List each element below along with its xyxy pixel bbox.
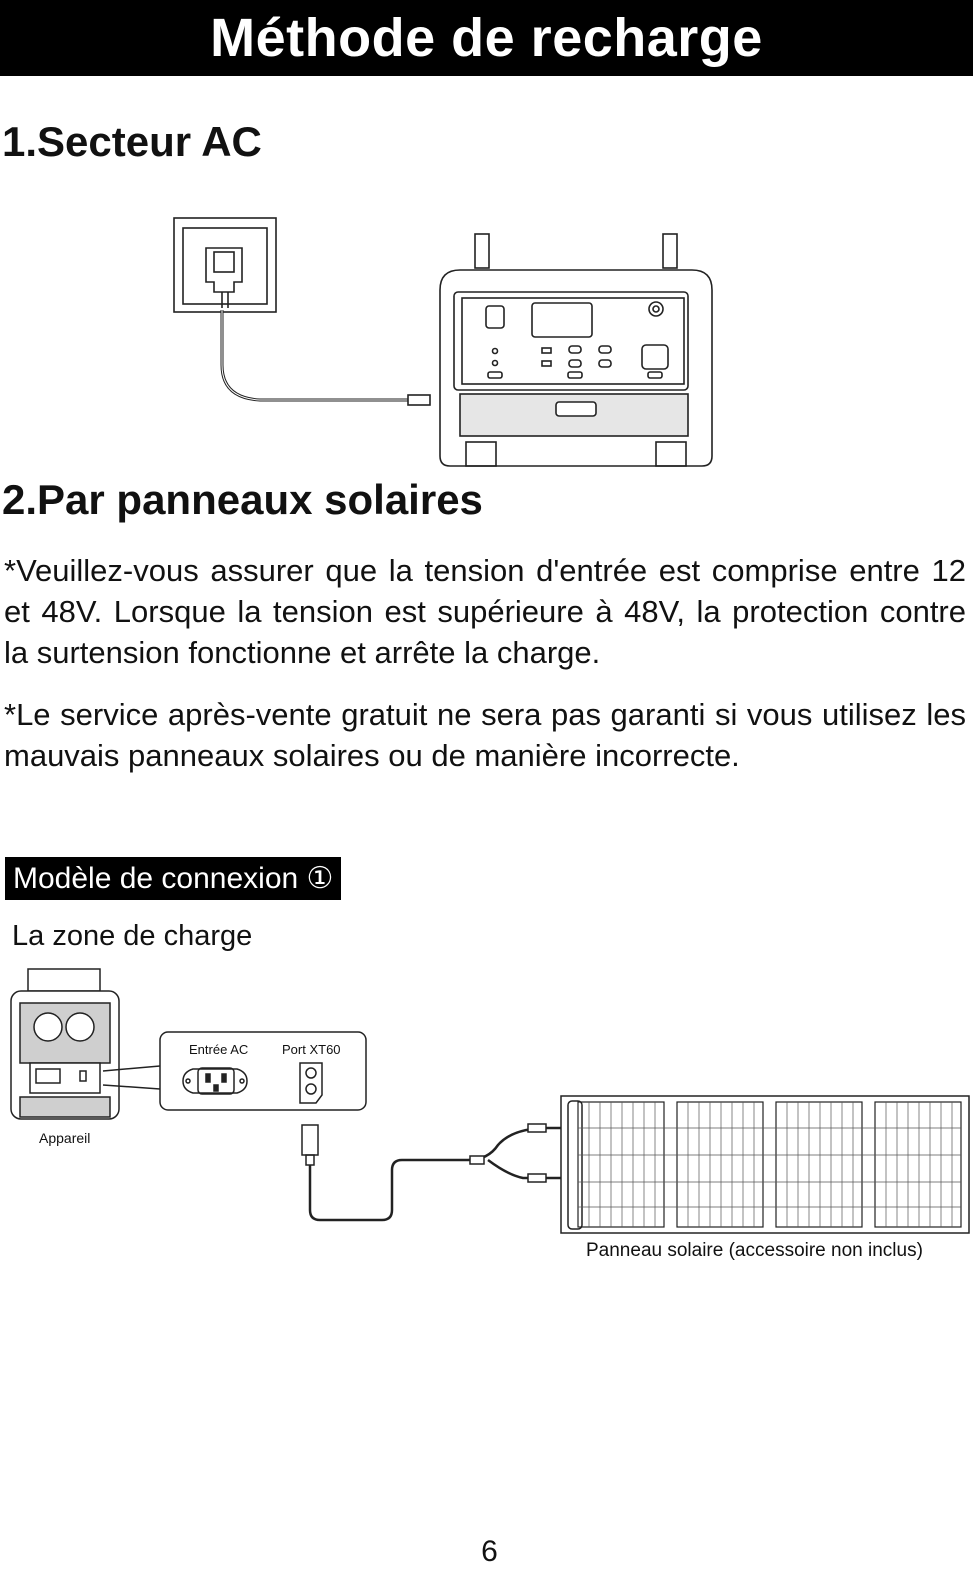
page-title: Méthode de recharge bbox=[210, 8, 763, 68]
connection-model-label: Modèle de connexion ① bbox=[5, 857, 341, 900]
power-station-icon bbox=[440, 234, 712, 466]
ac-cable bbox=[222, 310, 408, 400]
ac-charging-illustration bbox=[170, 210, 730, 472]
device-icon bbox=[11, 969, 119, 1119]
solar-connection-diagram bbox=[8, 965, 972, 1230]
ac-input-label: Entrée AC bbox=[189, 1042, 249, 1057]
section-title-solar: 2.Par panneaux solaires bbox=[2, 476, 483, 523]
solar-cable bbox=[310, 1128, 564, 1220]
wall-outlet-icon bbox=[174, 218, 276, 312]
page-number: 6 bbox=[481, 1535, 498, 1568]
title-bar bbox=[0, 0, 973, 76]
solar-panel-icon bbox=[561, 1096, 969, 1233]
xt60-port-label: Port XT60 bbox=[282, 1042, 341, 1057]
solar-panel-label: Panneau solaire (accessoire non inclus) bbox=[586, 1240, 923, 1261]
device-label: Appareil bbox=[39, 1130, 91, 1146]
section-title-ac: 1.Secteur AC bbox=[2, 118, 262, 165]
voltage-note: *Veuillez-vous assurer que la tension d'entrée est comprise entre 12 et 48V. Lorsque la tension est supérieure à 48V, la protection contre la surtension fonctionne et arrête la charge. bbox=[4, 553, 966, 670]
warranty-note: *Le service après-vente gratuit ne sera pas garanti si vous utilisez les mauvais panneaux solaires ou de manière incorrecte. bbox=[4, 697, 966, 773]
charging-zone-label: La zone de charge bbox=[12, 920, 253, 952]
xt60-connector-icon bbox=[302, 1125, 318, 1165]
